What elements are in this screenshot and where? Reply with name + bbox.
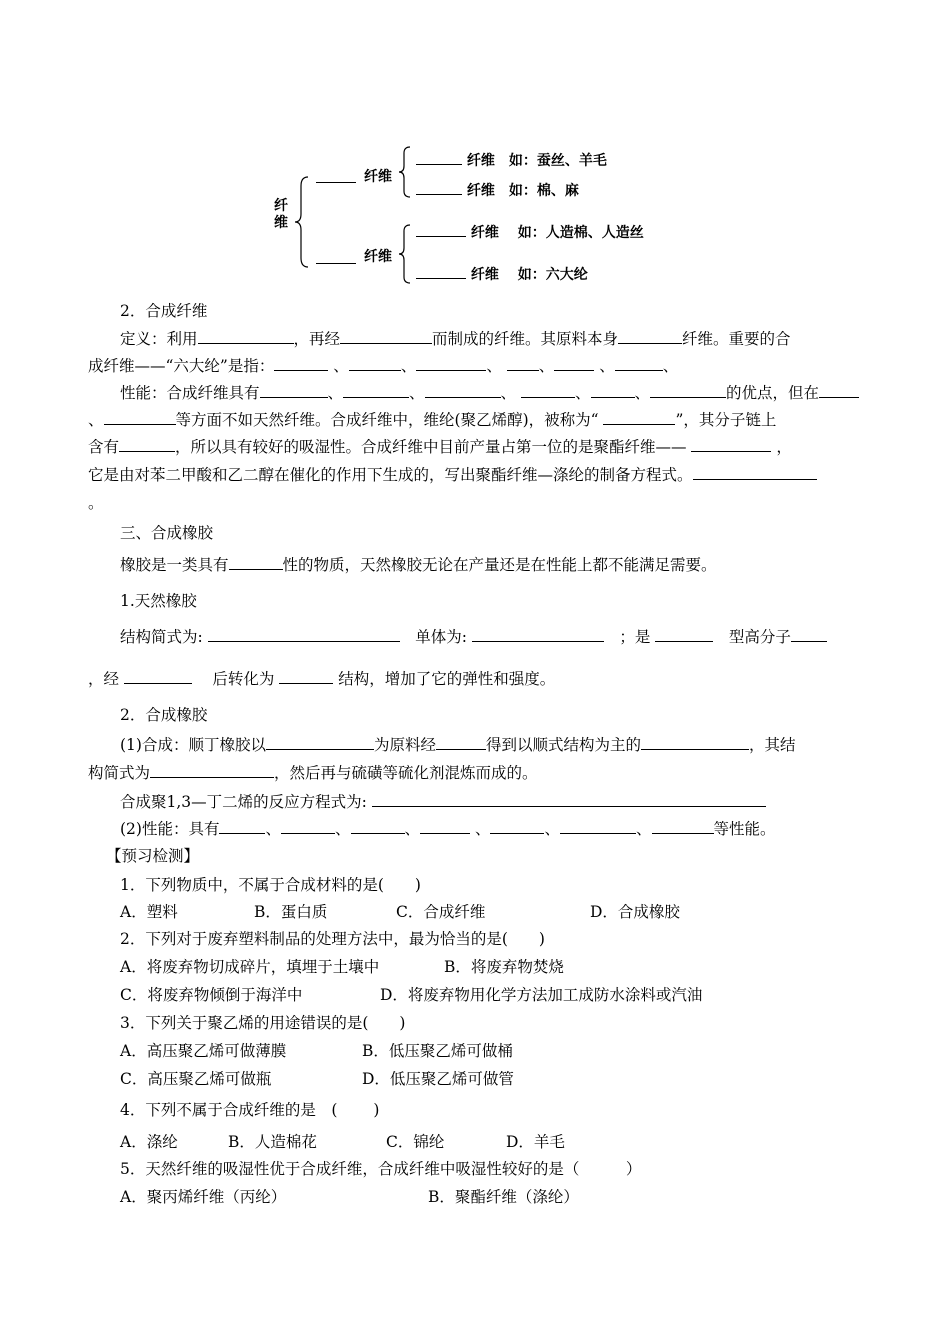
rubber-properties: (2)性能：具有 、 、 、 、 、 、 等性能。 bbox=[120, 816, 776, 842]
q3-option-c[interactable]: C．高压聚乙烯可做瓶 bbox=[120, 1070, 272, 1088]
q2-option-a[interactable]: A．将废弃物切成碎片，填埋于土壤中 bbox=[120, 958, 380, 976]
natural-rubber-conversion: ，经 后转化为 结构，增加了它的弹性和强度。 bbox=[88, 666, 555, 692]
branch1-brace bbox=[398, 146, 412, 198]
q3-option-a[interactable]: A．高压聚乙烯可做薄膜 bbox=[120, 1042, 287, 1060]
q1-option-c[interactable]: C．合成纤维 bbox=[396, 903, 486, 921]
leaf-cotton-hemp: 纤维 如：棉、麻 bbox=[416, 178, 579, 200]
performance-line-3: 含有 ，所以具有较好的吸湿性。合成纤维中目前产量占第一位的是聚酯纤维—— ， bbox=[88, 434, 792, 460]
definition-line-2: 成纤维——“六大纶”是指： 、 、 、 、 、 、 bbox=[88, 353, 678, 379]
q1-option-d[interactable]: D．合成橡胶 bbox=[590, 903, 680, 921]
q4-option-d[interactable]: D．羊毛 bbox=[506, 1133, 565, 1151]
q4-option-a[interactable]: A．涤纶 bbox=[120, 1133, 178, 1151]
root-brace bbox=[294, 176, 310, 268]
synthesis-line-1: (1)合成：顺丁橡胶以 为原料经 得到以顺式结构为主的 ，其结 bbox=[120, 732, 796, 758]
leaf-rayon: 纤维 如：人造棉、人造丝 bbox=[416, 220, 644, 242]
q5-option-b[interactable]: B．聚酯纤维（涤纶） bbox=[428, 1188, 579, 1206]
q3-option-b[interactable]: B．低压聚乙烯可做桶 bbox=[362, 1042, 513, 1060]
q3-option-d[interactable]: D．低压聚乙烯可做管 bbox=[362, 1070, 514, 1088]
synthetic-rubber-heading: 2．合成橡胶 bbox=[120, 706, 208, 724]
branch2-label: 纤维 bbox=[364, 249, 392, 265]
performance-line-1: 性能：合成纤维具有 、 、 、 、 、 的优点，但在 bbox=[120, 380, 859, 406]
branch2-brace bbox=[398, 224, 412, 284]
natural-rubber-structure: 结构简式为: 单体为: ；是 型高分子 bbox=[120, 624, 827, 650]
butadiene-equation: 合成聚1,3—丁二烯的反应方程式为: bbox=[120, 789, 766, 815]
performance-line-4: 它是由对苯二甲酸和乙二醇在催化的作用下生成的，写出聚酯纤维—涤纶的制备方程式。 bbox=[88, 462, 817, 488]
leaf-silk-wool: 纤维 如：蚕丝、羊毛 bbox=[416, 148, 607, 170]
q4-option-c[interactable]: C．锦纶 bbox=[386, 1133, 445, 1151]
diagram-root-label: 纤 维 bbox=[274, 198, 288, 231]
question-3: 3．下列关于聚乙烯的用途错误的是( ) bbox=[120, 1014, 406, 1032]
q2-option-b[interactable]: B．将废弃物焚烧 bbox=[444, 958, 564, 976]
section-synthetic-fiber-heading: 2．合成纤维 bbox=[120, 302, 208, 320]
synthesis-line-2: 构简式为 ，然后再与硫磺等硫化剂混炼而成的。 bbox=[88, 760, 538, 786]
q2-option-d[interactable]: D．将废弃物用化学方法加工成防水涂料或汽油 bbox=[380, 986, 703, 1004]
q4-option-b[interactable]: B．人造棉花 bbox=[228, 1133, 317, 1151]
definition-line-1: 定义：利用 ，再经 而制成的纤维。其原料本身 纤维。重要的合 bbox=[120, 326, 791, 352]
performance-line-2: 、 等方面不如天然纤维。合成纤维中，维纶(聚乙烯醇)，被称为“ ”，其分子链上 bbox=[88, 407, 776, 433]
quiz-heading: 【预习检测】 bbox=[106, 847, 200, 865]
leaf-six-nylons: 纤维 如：六大纶 bbox=[416, 262, 588, 284]
question-4: 4．下列不属于合成纤维的是 ( ) bbox=[120, 1101, 380, 1119]
q5-option-a[interactable]: A．聚丙烯纤维（丙纶） bbox=[120, 1188, 287, 1206]
rubber-intro: 橡胶是一类具有 性的物质，天然橡胶无论在产量还是在性能上都不能满足需要。 bbox=[120, 552, 717, 578]
branch1-label: 纤维 bbox=[364, 169, 392, 185]
performance-line-5: 。 bbox=[88, 494, 104, 512]
question-2: 2．下列对于废弃塑料制品的处理方法中，最为恰当的是( ) bbox=[120, 930, 545, 948]
section-synthetic-rubber-heading: 三、合成橡胶 bbox=[120, 524, 214, 542]
question-1: 1．下列物质中，不属于合成材料的是( ) bbox=[120, 876, 421, 894]
q1-option-b[interactable]: B．蛋白质 bbox=[254, 903, 328, 921]
natural-rubber-heading: 1.天然橡胶 bbox=[120, 592, 197, 610]
q1-option-a[interactable]: A．塑料 bbox=[120, 903, 178, 921]
question-5: 5．天然纤维的吸湿性优于合成纤维，合成纤维中吸湿性较好的是（ ） bbox=[120, 1160, 642, 1178]
q2-option-c[interactable]: C．将废弃物倾倒于海洋中 bbox=[120, 986, 303, 1004]
